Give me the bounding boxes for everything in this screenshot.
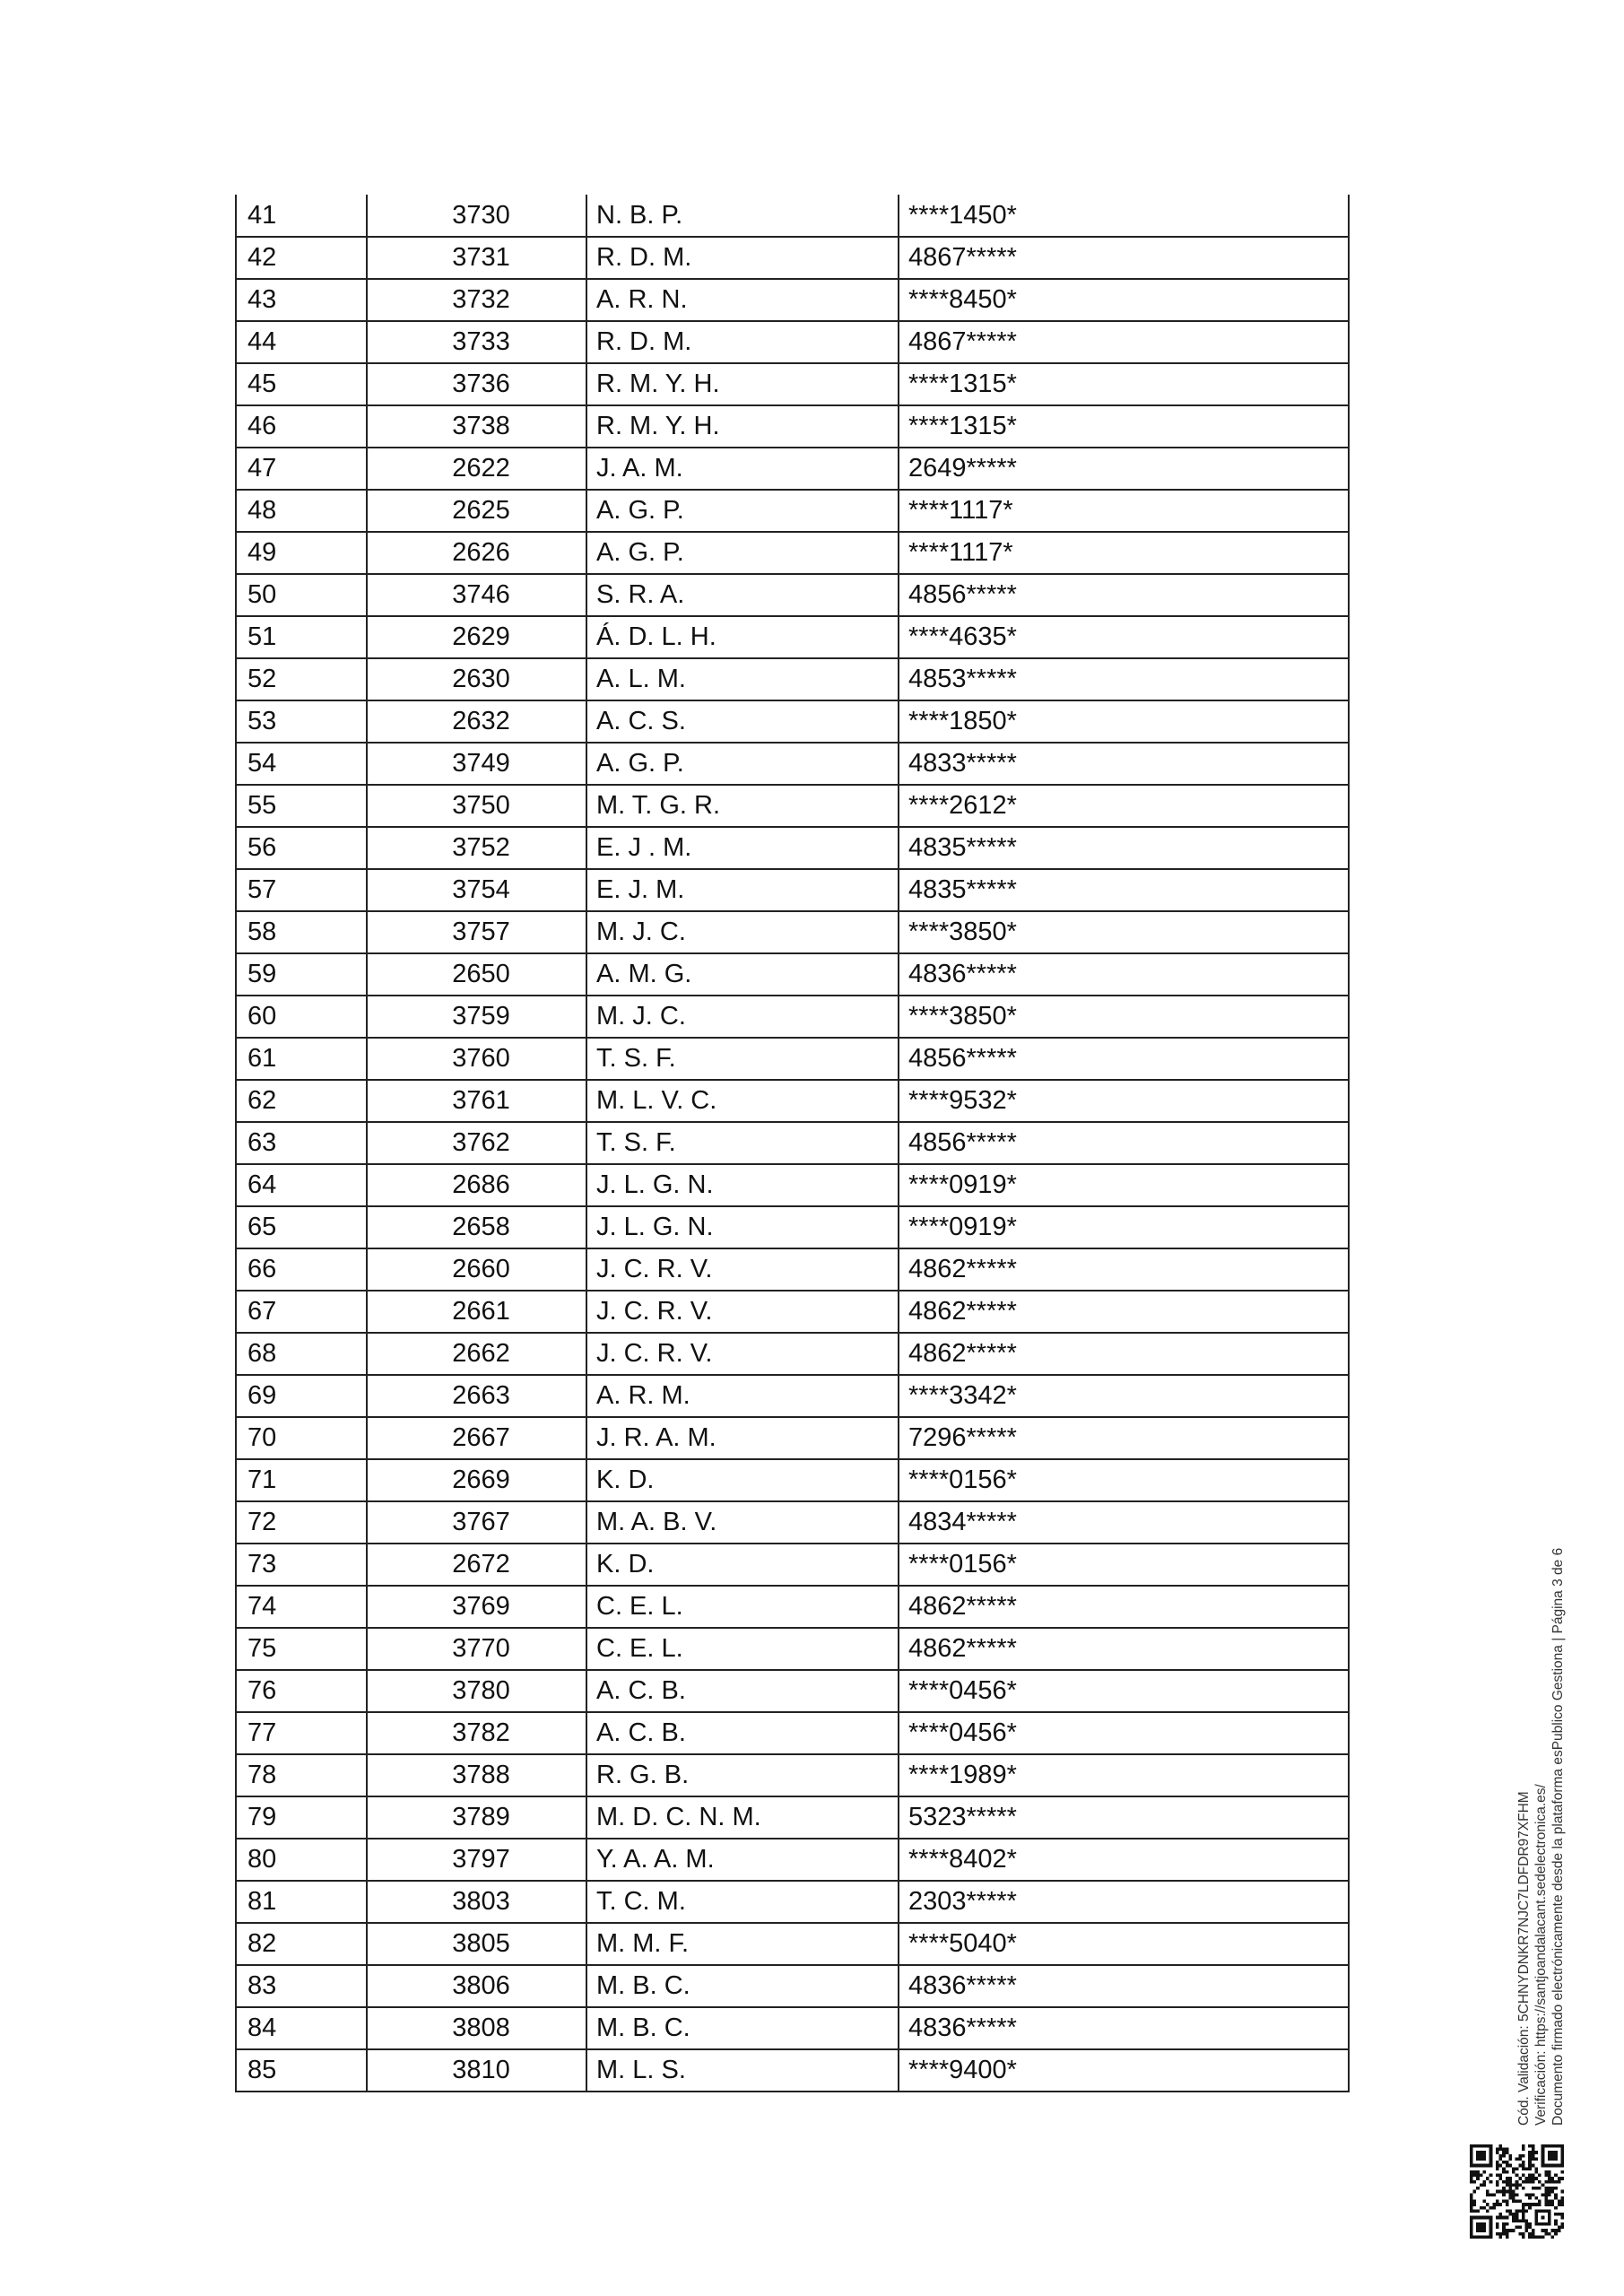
row-number-cell: 47 [236,448,367,490]
masked-id-cell: 4856***** [899,574,1349,616]
initials-cell: K. D. [586,1544,899,1586]
code-cell: 3732 [367,279,586,321]
table-row [236,1670,1349,1712]
code-cell: 3733 [367,321,586,363]
initials-cell: A. C. B. [586,1712,899,1754]
row-number-cell: 71 [236,1459,367,1501]
masked-id-cell: ****1117* [899,532,1349,574]
row-number-cell: 85 [236,2049,367,2092]
row-number-cell: 49 [236,532,367,574]
row-number-cell: 59 [236,953,367,996]
code-cell: 3731 [367,237,586,279]
code-cell: 3767 [367,1501,586,1544]
initials-cell: A. R. N. [586,279,899,321]
initials-cell: M. A. B. V. [586,1501,899,1544]
row-number-cell: 78 [236,1754,367,1796]
masked-id-cell: 4833***** [899,743,1349,785]
masked-id-cell: 4856***** [899,1038,1349,1080]
masked-id-cell: ****1850* [899,700,1349,743]
code-cell: 3805 [367,1923,586,1965]
code-cell: 3750 [367,785,586,827]
table-row [236,1417,1349,1459]
table-row [236,1375,1349,1417]
initials-cell: M. L. V. C. [586,1080,899,1122]
table-row [236,953,1349,996]
code-cell: 3806 [367,1965,586,2007]
table-row [236,321,1349,363]
code-cell: 2625 [367,490,586,532]
records-table [235,195,1350,2092]
signature-page-text: Documento firmado electrónicamente desde la plataforma esPublico Gestiona | Página 3 de 6 [1550,1547,1566,2126]
table-row [236,1333,1349,1375]
table-row [236,700,1349,743]
code-cell: 2632 [367,700,586,743]
initials-cell: Y. A. A. M. [586,1839,899,1881]
masked-id-cell: 4853***** [899,658,1349,700]
row-number-cell: 55 [236,785,367,827]
code-cell: 3797 [367,1839,586,1881]
code-cell: 3752 [367,827,586,869]
row-number-cell: 68 [236,1333,367,1375]
initials-cell: C. E. L. [586,1628,899,1670]
code-cell: 3789 [367,1796,586,1839]
masked-id-cell: ****1315* [899,405,1349,448]
table-row [236,448,1349,490]
row-number-cell: 54 [236,743,367,785]
code-cell: 2660 [367,1248,586,1291]
masked-id-cell: 4862***** [899,1291,1349,1333]
code-cell: 3738 [367,405,586,448]
code-cell: 3782 [367,1712,586,1754]
initials-cell: M. B. C. [586,2007,899,2049]
code-cell: 2629 [367,616,586,658]
row-number-cell: 81 [236,1881,367,1923]
table-row [236,1080,1349,1122]
masked-id-cell: ****1450* [899,195,1349,237]
row-number-cell: 72 [236,1501,367,1544]
masked-id-cell: 4835***** [899,827,1349,869]
masked-id-cell: 4862***** [899,1248,1349,1291]
masked-id-cell: 4862***** [899,1586,1349,1628]
masked-id-cell: 4836***** [899,953,1349,996]
code-cell: 3803 [367,1881,586,1923]
row-number-cell: 79 [236,1796,367,1839]
table-row [236,1628,1349,1670]
masked-id-cell: ****3850* [899,996,1349,1038]
row-number-cell: 82 [236,1923,367,1965]
code-cell: 3749 [367,743,586,785]
table-row [236,1586,1349,1628]
initials-cell: A. G. P. [586,743,899,785]
table-row [236,869,1349,911]
table-row [236,279,1349,321]
table-row [236,1839,1349,1881]
initials-cell: T. S. F. [586,1122,899,1164]
initials-cell: M. B. C. [586,1965,899,2007]
masked-id-cell: ****9532* [899,1080,1349,1122]
code-cell: 2663 [367,1375,586,1417]
masked-id-cell: 4862***** [899,1333,1349,1375]
table-row [236,827,1349,869]
row-number-cell: 58 [236,911,367,953]
table-row [236,1965,1349,2007]
table-row [236,1038,1349,1080]
row-number-cell: 63 [236,1122,367,1164]
code-cell: 3788 [367,1754,586,1796]
table-row [236,1881,1349,1923]
table-row [236,195,1349,237]
initials-cell: E. J. M. [586,869,899,911]
initials-cell: C. E. L. [586,1586,899,1628]
masked-id-cell: ****0456* [899,1712,1349,1754]
masked-id-cell: ****0456* [899,1670,1349,1712]
table-row [236,1459,1349,1501]
table-row [236,405,1349,448]
code-cell: 2661 [367,1291,586,1333]
initials-cell: J. C. R. V. [586,1248,899,1291]
masked-id-cell: ****0156* [899,1544,1349,1586]
table-row [236,1712,1349,1754]
initials-cell: K. D. [586,1459,899,1501]
table-row [236,1923,1349,1965]
initials-cell: J. C. R. V. [586,1291,899,1333]
code-cell: 2658 [367,1206,586,1248]
masked-id-cell: ****2612* [899,785,1349,827]
masked-id-cell: ****1315* [899,363,1349,405]
records-table-body [236,195,1349,2092]
initials-cell: M. T. G. R. [586,785,899,827]
table-row [236,363,1349,405]
row-number-cell: 56 [236,827,367,869]
code-cell: 3746 [367,574,586,616]
masked-id-cell: ****4635* [899,616,1349,658]
row-number-cell: 42 [236,237,367,279]
code-cell: 3808 [367,2007,586,2049]
row-number-cell: 45 [236,363,367,405]
table-row [236,996,1349,1038]
row-number-cell: 84 [236,2007,367,2049]
initials-cell: J. L. G. N. [586,1164,899,1206]
initials-cell: R. M. Y. H. [586,405,899,448]
table-row [236,911,1349,953]
table-row [236,532,1349,574]
row-number-cell: 69 [236,1375,367,1417]
table-row [236,1544,1349,1586]
code-cell: 2662 [367,1333,586,1375]
validation-margin-note [1515,1444,1587,2126]
row-number-cell: 83 [236,1965,367,2007]
row-number-cell: 66 [236,1248,367,1291]
masked-id-cell: ****3342* [899,1375,1349,1417]
row-number-cell: 62 [236,1080,367,1122]
initials-cell: M. L. S. [586,2049,899,2092]
table-row [236,616,1349,658]
initials-cell: A. M. G. [586,953,899,996]
code-cell: 3810 [367,2049,586,2092]
row-number-cell: 64 [236,1164,367,1206]
initials-cell: A. C. S. [586,700,899,743]
initials-cell: J. L. G. N. [586,1206,899,1248]
code-cell: 3780 [367,1670,586,1712]
code-cell: 2686 [367,1164,586,1206]
row-number-cell: 51 [236,616,367,658]
initials-cell: A. L. M. [586,658,899,700]
code-cell: 2650 [367,953,586,996]
table-row [236,2007,1349,2049]
code-cell: 3757 [367,911,586,953]
row-number-cell: 46 [236,405,367,448]
masked-id-cell: 2303***** [899,1881,1349,1923]
code-cell: 3736 [367,363,586,405]
masked-id-cell: ****3850* [899,911,1349,953]
row-number-cell: 52 [236,658,367,700]
code-cell: 2672 [367,1544,586,1586]
code-cell: 2626 [367,532,586,574]
initials-cell: Á. D. L. H. [586,616,899,658]
verification-url-text: Verificación: https://santjoandalacant.sedelectronica.es/ [1533,1784,1549,2126]
row-number-cell: 75 [236,1628,367,1670]
masked-id-cell: ****0919* [899,1206,1349,1248]
masked-id-cell: ****1989* [899,1754,1349,1796]
table-row [236,785,1349,827]
initials-cell: T. C. M. [586,1881,899,1923]
initials-cell: N. B. P. [586,195,899,237]
initials-cell: R. M. Y. H. [586,363,899,405]
code-cell: 2669 [367,1459,586,1501]
code-cell: 3760 [367,1038,586,1080]
masked-id-cell: 4836***** [899,2007,1349,2049]
masked-id-cell: ****5040* [899,1923,1349,1965]
table-row [236,2049,1349,2092]
masked-id-cell: ****0919* [899,1164,1349,1206]
code-cell: 3759 [367,996,586,1038]
validation-code-text: Cód. Validación: 5CHNYDNKR7NJC7LDFDR97XFHM [1516,1791,1532,2126]
table-row [236,743,1349,785]
initials-cell: J. A. M. [586,448,899,490]
table-row [236,1248,1349,1291]
masked-id-cell: 4862***** [899,1628,1349,1670]
document-table-wrapper [235,195,1348,2092]
initials-cell: A. G. P. [586,490,899,532]
table-row [236,490,1349,532]
initials-cell: R. D. M. [586,321,899,363]
row-number-cell: 57 [236,869,367,911]
row-number-cell: 41 [236,195,367,237]
row-number-cell: 65 [236,1206,367,1248]
initials-cell: A. C. B. [586,1670,899,1712]
row-number-cell: 80 [236,1839,367,1881]
masked-id-cell: ****0156* [899,1459,1349,1501]
initials-cell: J. C. R. V. [586,1333,899,1375]
initials-cell: E. J . M. [586,827,899,869]
initials-cell: M. J. C. [586,911,899,953]
row-number-cell: 77 [236,1712,367,1754]
masked-id-cell: 4856***** [899,1122,1349,1164]
masked-id-cell: 4867***** [899,237,1349,279]
masked-id-cell: 4835***** [899,869,1349,911]
row-number-cell: 76 [236,1670,367,1712]
code-cell: 3770 [367,1628,586,1670]
table-row [236,1164,1349,1206]
code-cell: 3754 [367,869,586,911]
masked-id-cell: ****8450* [899,279,1349,321]
masked-id-cell: ****9400* [899,2049,1349,2092]
row-number-cell: 44 [236,321,367,363]
row-number-cell: 61 [236,1038,367,1080]
initials-cell: R. D. M. [586,237,899,279]
row-number-cell: 73 [236,1544,367,1586]
code-cell: 3769 [367,1586,586,1628]
row-number-cell: 60 [236,996,367,1038]
initials-cell: M. J. C. [586,996,899,1038]
table-row [236,1122,1349,1164]
masked-id-cell: 2649***** [899,448,1349,490]
code-cell: 3730 [367,195,586,237]
row-number-cell: 67 [236,1291,367,1333]
table-row [236,658,1349,700]
table-row [236,1206,1349,1248]
masked-id-cell: ****1117* [899,490,1349,532]
table-row [236,1796,1349,1839]
initials-cell: M. D. C. N. M. [586,1796,899,1839]
initials-cell: A. G. P. [586,532,899,574]
row-number-cell: 74 [236,1586,367,1628]
table-row [236,574,1349,616]
table-row [236,1501,1349,1544]
table-row [236,237,1349,279]
table-row [236,1754,1349,1796]
initials-cell: T. S. F. [586,1038,899,1080]
masked-id-cell: 4834***** [899,1501,1349,1544]
table-row [236,1291,1349,1333]
masked-id-cell: ****8402* [899,1839,1349,1881]
code-cell: 3762 [367,1122,586,1164]
masked-id-cell: 4836***** [899,1965,1349,2007]
code-cell: 2630 [367,658,586,700]
row-number-cell: 70 [236,1417,367,1459]
row-number-cell: 48 [236,490,367,532]
row-number-cell: 43 [236,279,367,321]
masked-id-cell: 4867***** [899,321,1349,363]
row-number-cell: 53 [236,700,367,743]
qr-code-icon [1470,2144,1564,2239]
row-number-cell: 50 [236,574,367,616]
code-cell: 2622 [367,448,586,490]
code-cell: 3761 [367,1080,586,1122]
initials-cell: S. R. A. [586,574,899,616]
initials-cell: A. R. M. [586,1375,899,1417]
code-cell: 2667 [367,1417,586,1459]
masked-id-cell: 7296***** [899,1417,1349,1459]
initials-cell: R. G. B. [586,1754,899,1796]
initials-cell: J. R. A. M. [586,1417,899,1459]
initials-cell: M. M. F. [586,1923,899,1965]
masked-id-cell: 5323***** [899,1796,1349,1839]
